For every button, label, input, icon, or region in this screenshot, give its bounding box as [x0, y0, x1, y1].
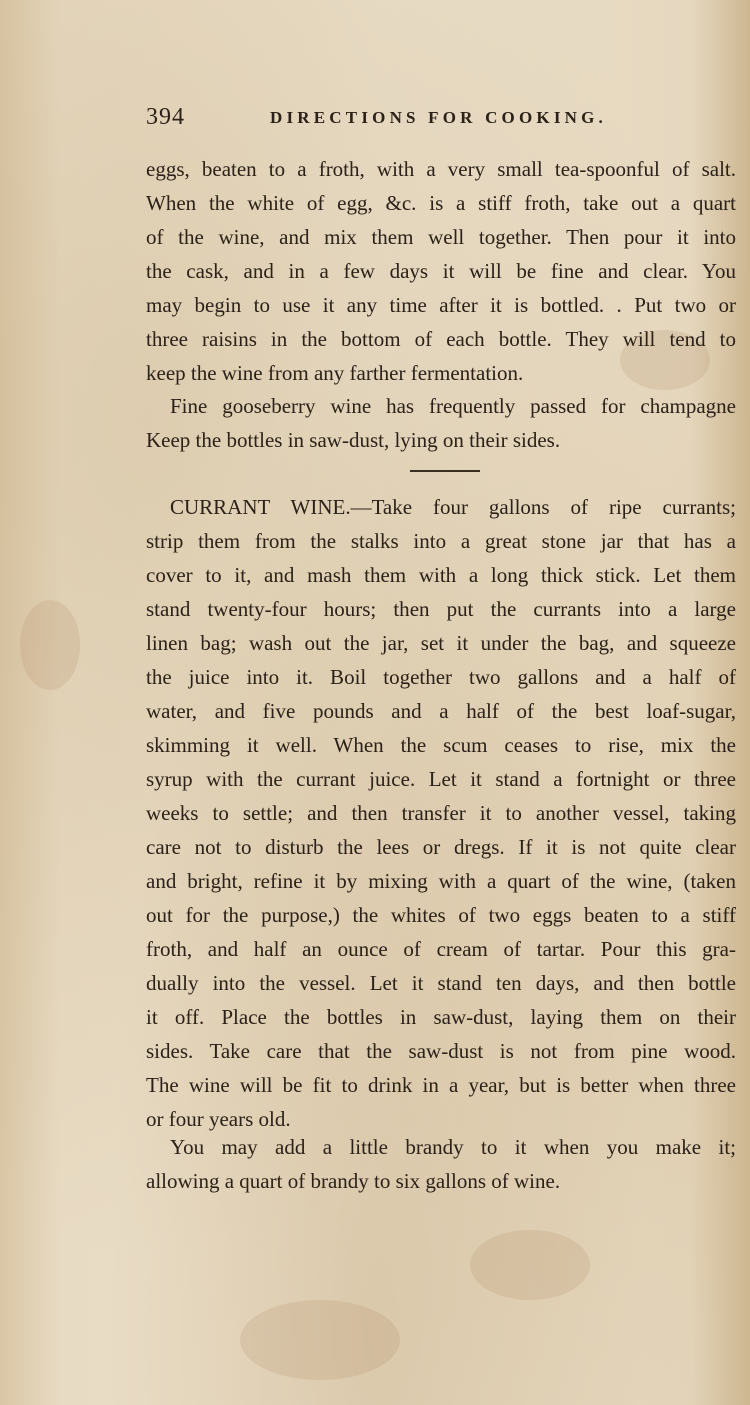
text-line: and bright, refine it by mixing with a quart of the wine, (taken — [146, 869, 736, 893]
page-header — [146, 104, 726, 134]
text-line: may begin to use it any time after it is bottled. . Put two or — [146, 293, 736, 317]
text-line: linen bag; wash out the jar, set it under the bag, and squeeze — [146, 631, 736, 655]
text-line: out for the purpose,) the whites of two eggs beaten to a stiff — [146, 903, 736, 927]
stain-spot — [470, 1230, 590, 1300]
text-line: or four years old. — [146, 1107, 291, 1131]
text-line: syrup with the currant juice. Let it stand a fortnight or three — [146, 767, 736, 791]
text-line: Fine gooseberry wine has frequently passed for champagne — [170, 394, 736, 418]
stain-spot — [20, 600, 80, 690]
text-line: allowing a quart of brandy to six gallons of wine. — [146, 1169, 561, 1193]
text-line: froth, and half an ounce of cream of tartar. Pour this gra- — [146, 937, 736, 961]
text-line: When the white of egg, &c. is a stiff froth, take out a quart — [146, 191, 736, 215]
text-line: cover to it, and mash them with a long thick stick. Let them — [146, 563, 736, 587]
text-line: three raisins in the bottom of each bottle. They will tend to — [146, 327, 736, 351]
running-head: DIRECTIONS FOR COOKING. — [270, 108, 607, 127]
text-line: stand twenty-four hours; then put the currants into a large — [146, 597, 736, 621]
text-line: of the wine, and mix them well together. Then pour it into — [146, 225, 736, 249]
page-number: 394 — [146, 104, 185, 130]
stain-spot — [240, 1300, 400, 1380]
text-line: it off. Place the bottles in saw-dust, laying them on their — [146, 1005, 736, 1029]
text-line: care not to disturb the lees or dregs. If it is not quite clear — [146, 835, 736, 859]
text-line: skimming it well. When the scum ceases to rise, mix the — [146, 733, 736, 757]
text-line: the cask, and in a few days it will be fine and clear. You — [146, 259, 736, 283]
text-line: eggs, beaten to a froth, with a very small tea-spoonful of salt. — [146, 157, 736, 181]
text-line: keep the wine from any farther fermentation. — [146, 361, 524, 385]
text-line: You may add a little brandy to it when you make it; — [170, 1135, 736, 1159]
text-line: water, and five pounds and a half of the best loaf-sugar, — [146, 699, 736, 723]
text-line: the juice into it. Boil together two gallons and a half of — [146, 665, 736, 689]
text-line: strip them from the stalks into a great stone jar that has a — [146, 529, 736, 553]
text-line: dually into the vessel. Let it stand ten days, and then bottle — [146, 971, 736, 995]
text-line: sides. Take care that the saw-dust is not from pine wood. — [146, 1039, 736, 1063]
text-line: CURRANT WINE.—Take four gallons of ripe currants; — [170, 495, 736, 519]
text-line: The wine will be fit to drink in a year, but is better when three — [146, 1073, 736, 1097]
text-line: weeks to settle; and then transfer it to another vessel, taking — [146, 801, 736, 825]
section-divider — [410, 470, 480, 472]
text-line: Keep the bottles in saw-dust, lying on their sides. — [146, 428, 561, 452]
